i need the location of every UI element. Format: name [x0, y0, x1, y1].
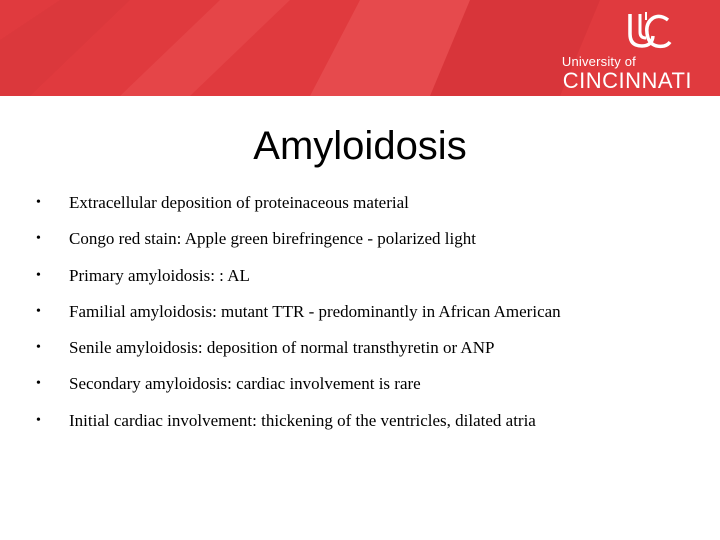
- bullet-text: Senile amyloidosis: deposition of normal transthyretin or ANP: [69, 338, 495, 358]
- bullet-text: Congo red stain: Apple green birefringence - polarized light: [69, 229, 476, 249]
- bullet-text: Secondary amyloidosis: cardiac involvement is rare: [69, 374, 421, 394]
- bullet-dot: •: [36, 267, 41, 283]
- slide-title: Amyloidosis: [253, 124, 467, 168]
- uc-monogram-icon: [626, 12, 672, 52]
- bullet-item: [36, 373, 561, 409]
- logo-text-university-of: University of: [561, 54, 636, 69]
- bullet-text: Extracellular deposition of proteinaceous material: [69, 193, 409, 212]
- bullet-item: [36, 301, 561, 337]
- bullet-text: Initial cardiac involvement: thickening of the ventricles, dilated atria: [69, 410, 536, 430]
- bullet-text: Primary amyloidosis: : AL: [69, 265, 250, 285]
- bullet-text: Familial amyloidosis: mutant TTR - predominantly in African American: [69, 301, 561, 321]
- bullet-dot: •: [36, 231, 41, 247]
- bullet-item: [36, 410, 561, 446]
- bullet-item: [36, 337, 561, 373]
- bullet-dot: •: [36, 376, 41, 392]
- bullet-dot: •: [36, 340, 41, 356]
- header-band: [0, 0, 720, 96]
- bullet-item: [36, 192, 561, 228]
- bullet-dot: •: [36, 195, 41, 210]
- bullet-dot: •: [36, 303, 41, 319]
- bullet-item: [36, 228, 561, 264]
- bullet-list: [36, 192, 561, 446]
- university-logo: [552, 12, 692, 93]
- bullet-item: [36, 265, 561, 301]
- logo-text-cincinnati: CINCINNATI: [562, 68, 692, 93]
- bullet-dot: •: [36, 412, 41, 428]
